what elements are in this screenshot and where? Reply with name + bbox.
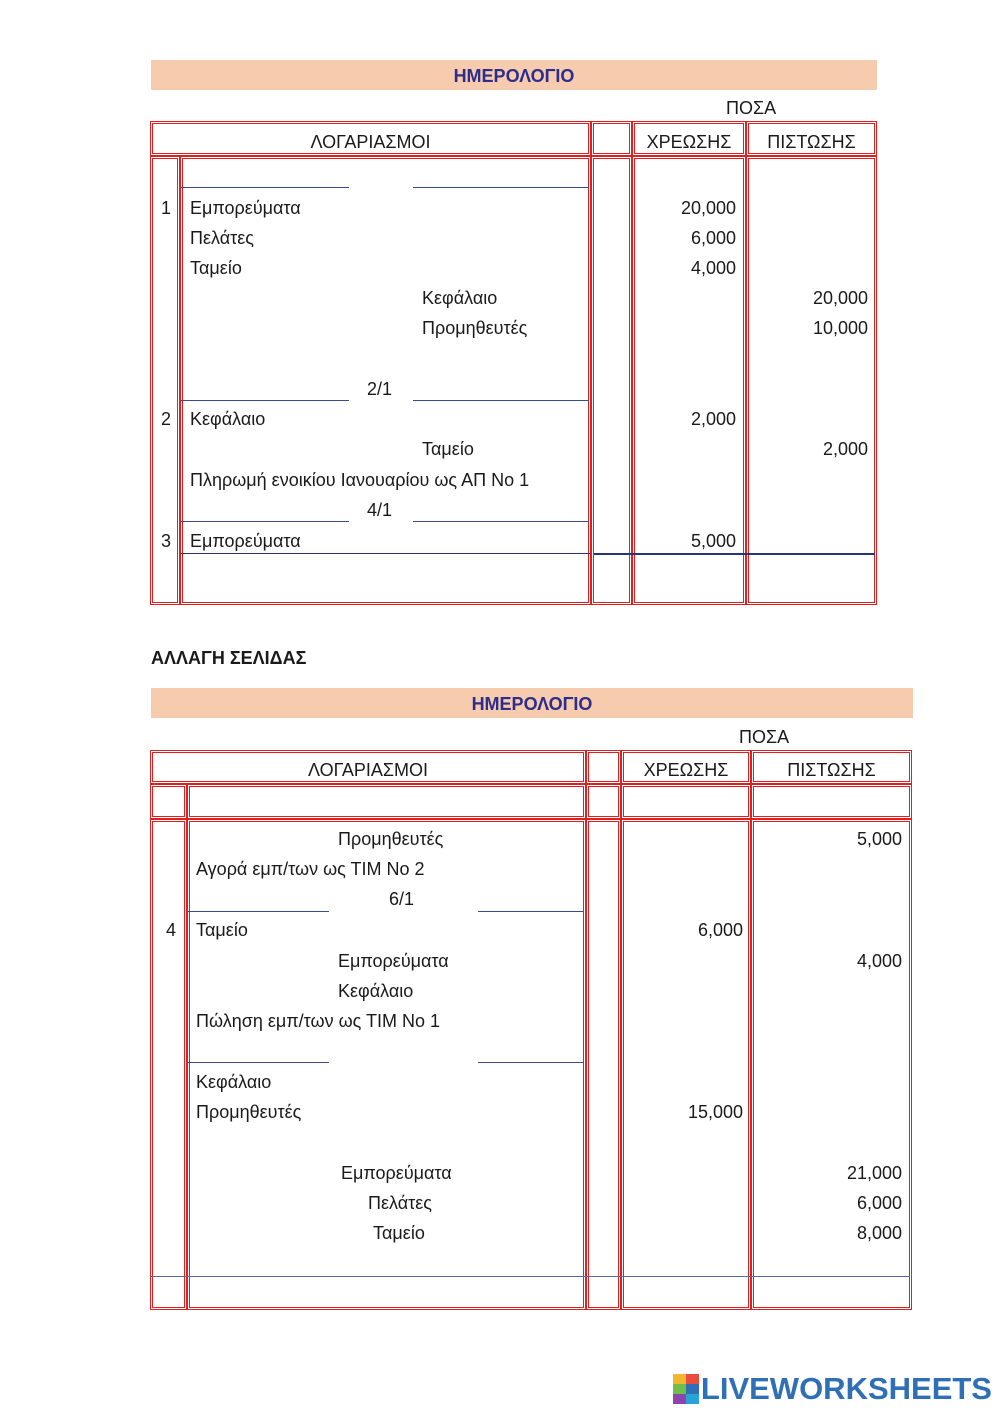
amounts-header: ΠΟΣΑ [726,98,777,118]
debit-account: Κεφάλαιο [190,409,266,429]
credit-amount: 21,000 [846,1163,902,1183]
entry-number: 4 [166,920,177,940]
entry-number: 3 [161,531,172,551]
blank-row-accounts-cell [187,784,586,819]
debit-amount: 4,000 [690,258,736,278]
col-credit-label: ΠΙΣΤΩΣΗΣ [767,132,856,152]
credit-amount: 20,000 [812,288,868,308]
debit-amount: 5,000 [690,531,736,551]
debit-account: Εμπορεύματα [190,198,301,218]
credit-amount: 8,000 [856,1223,902,1243]
entry-description: Πληρωμή ενοικίου Ιανουαρίου ως ΑΠ Νο 1 [190,470,530,490]
debit-account: Προμηθευτές [196,1102,302,1122]
credit-account: Εμπορεύματα [338,951,449,971]
journal-title-banner [151,688,913,718]
credit-amount: 10,000 [812,318,868,338]
debit-amount: 6,000 [690,228,736,248]
debit-amount: 15,000 [687,1102,743,1122]
debit-account: Πελάτες [190,228,254,248]
credit-account: Κεφάλαιο [338,981,414,1001]
body-debit-column [621,819,751,1310]
header-folio-cell [591,121,632,156]
col-debit-label: ΧΡΕΩΣΗΣ [643,760,729,780]
date-separator [181,400,349,401]
credit-account: Πελάτες [368,1193,432,1213]
liveworksheets-logo [673,1371,992,1407]
amounts-header: ΠΟΣΑ [739,727,790,747]
date-separator [181,187,349,188]
date-separator [181,521,349,522]
credit-account: Προμηθευτές [422,318,528,338]
debit-amount: 2,000 [690,409,736,429]
page-total-rule [181,553,590,554]
body-credit-column [746,156,877,605]
entry-description: Πώληση εμπ/των ως ΤΙΜ Νο 1 [196,1011,440,1031]
col-credit-label: ΠΙΣΤΩΣΗΣ [787,760,876,780]
debit-account: Κεφάλαιο [196,1072,272,1092]
entry-date: 4/1 [367,500,393,520]
credit-amount: 5,000 [856,829,902,849]
blank-row-credit-cell [751,784,912,819]
date-separator [478,911,584,912]
col-accounts-label: ΛΟΓΑΡΙΑΣΜΟΙ [310,132,431,152]
date-separator [413,400,589,401]
date-separator [413,187,589,188]
page-break-label: ΑΛΛΑΓΗ ΣΕΛΙΔΑΣ [151,648,307,668]
blank-row-number-cell [150,784,187,819]
debit-account: Εμπορεύματα [190,531,301,551]
credit-account: Ταμείο [422,439,474,459]
entry-number: 1 [161,198,172,218]
credit-amount: 2,000 [822,439,868,459]
header-folio-cell [586,750,621,784]
date-separator [413,521,589,522]
credit-account: Ταμείο [373,1223,425,1243]
blank-row-folio-cell [586,784,621,819]
date-separator [188,911,329,912]
credit-account: Προμηθευτές [338,829,444,849]
debit-account: Ταμείο [196,920,248,940]
debit-account: Ταμείο [190,258,242,278]
page-total-rule [594,553,875,555]
body-folio-column [586,819,621,1310]
date-separator [478,1062,584,1063]
entry-description: Αγορά εμπ/των ως ΤΙΜ Νο 2 [196,859,425,879]
page-total-rule [151,1276,910,1277]
body-folio-column [591,156,632,605]
journal-title: ΗΜΕΡΟΛΟΓΙΟ [471,694,593,714]
credit-amount: 4,000 [856,951,902,971]
credit-account: Κεφάλαιο [422,288,498,308]
col-accounts-label: ΛΟΓΑΡΙΑΣΜΟΙ [307,760,429,780]
date-separator [188,1062,329,1063]
liveworksheets-wordmark: LIVEWORKSHEETS [700,1371,992,1406]
col-debit-label: ΧΡΕΩΣΗΣ [646,132,732,152]
credit-amount: 6,000 [856,1193,902,1213]
journal-title: ΗΜΕΡΟΛΟΓΙΟ [453,66,575,86]
body-number-column [150,819,187,1310]
journal-title-banner [151,60,877,90]
debit-amount: 20,000 [680,198,736,218]
liveworksheets-mark-icon [673,1374,699,1404]
credit-account: Εμπορεύματα [341,1163,452,1183]
entry-date: 2/1 [367,379,393,399]
entry-number: 2 [161,409,172,429]
debit-amount: 6,000 [697,920,743,940]
entry-date: 6/1 [389,889,415,909]
blank-row-debit-cell [621,784,751,819]
